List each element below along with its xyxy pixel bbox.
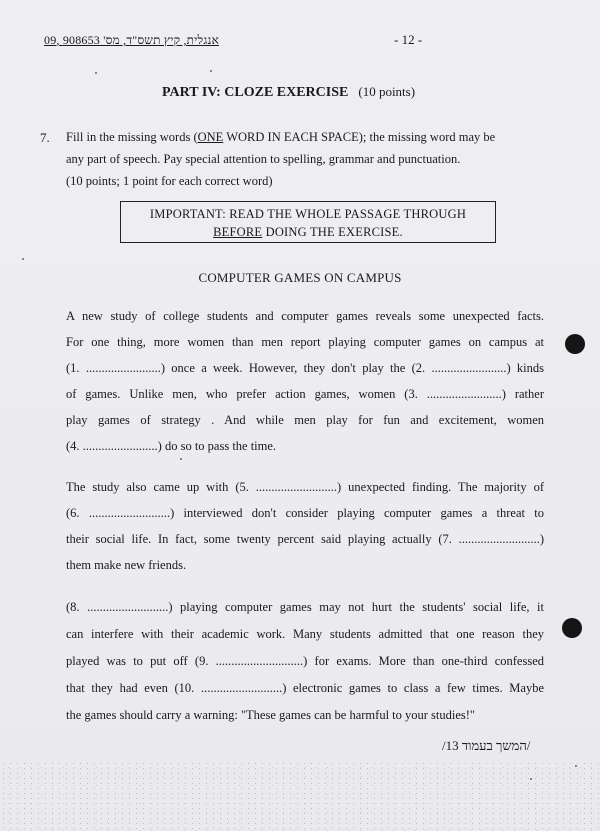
- part-title: [162, 84, 415, 101]
- important-emphasis: BEFORE: [213, 225, 263, 239]
- exam-code-header: אנגלית, קיץ תשס"ד, מס' 908653 ,09: [44, 33, 219, 47]
- instruction-text: Fill in the missing words (: [66, 130, 198, 144]
- part-points: (10 points): [358, 84, 416, 99]
- scan-speck: [95, 72, 97, 74]
- passage-line: (4. ........................) do so to pass the time.: [66, 439, 277, 453]
- punch-hole: [565, 334, 585, 354]
- question-number: 7.: [40, 130, 50, 145]
- scan-speck: [180, 458, 182, 460]
- instruction-line-3: (10 points; 1 point for each correct word): [66, 174, 273, 188]
- important-line-1: IMPORTANT: READ THE WHOLE PASSAGE THROUGH: [149, 207, 467, 221]
- punch-hole: [562, 618, 582, 638]
- passage-line: (6. ..........................) interviewed don't consider playing computer games a threat to: [66, 506, 544, 520]
- passage-line: play games of strategy . And while men play for fun and excitement, women: [66, 413, 544, 427]
- page-number: - 12 -: [394, 32, 423, 47]
- passage-line: that they had even (10. ..........................) electronic games to class a few times. Maybe: [66, 681, 544, 695]
- scan-speck: [22, 258, 24, 260]
- passage-line: can interfere with their academic work. Many students admitted that one reason they: [66, 627, 544, 641]
- important-notice-box: [120, 201, 496, 243]
- passage-line: The study also came up with (5. ..........................) unexpected finding. The majority of: [66, 480, 544, 494]
- instruction-line-1: [66, 130, 495, 145]
- continued-note: /המשך בעמוד 13/: [442, 738, 531, 753]
- passage-line: (1. ........................) once a week. However, they don't play the (2. ........................) kinds: [66, 361, 544, 375]
- instruction-text: WORD IN EACH SPACE); the missing word may be: [223, 130, 496, 144]
- scan-speck: [210, 70, 212, 72]
- passage-line: played was to put off (9. ............................) for exams. More than one-third confessed: [66, 654, 544, 668]
- instruction-line-2: any part of speech. Pay special attention to spelling, grammar and punctuation.: [66, 152, 461, 166]
- passage-line: them make new friends.: [66, 558, 187, 572]
- instruction-emphasis: ONE: [197, 130, 224, 144]
- important-text: DOING THE EXERCISE.: [262, 225, 403, 239]
- passage-line: A new study of college students and computer games reveals some unexpected facts.: [66, 309, 544, 323]
- passage-line: the games should carry a warning: "These games can be harmful to your studies!": [66, 708, 476, 722]
- passage-line: (8. ..........................) playing computer games may not hurt the students' social life, it: [66, 600, 544, 614]
- scan-noise: [0, 761, 600, 831]
- passage-title: COMPUTER GAMES ON CAMPUS: [198, 270, 402, 285]
- passage-line: of games. Unlike men, who prefer action games, women (3. ........................) rather: [66, 387, 544, 401]
- passage-line: For one thing, more women than men report playing computer games on campus at: [66, 335, 544, 349]
- passage-line: their social life. In fact, some twenty percent said playing actually (7. ..........................): [66, 532, 544, 546]
- important-line-2: [121, 223, 495, 241]
- part-title-text: PART IV: CLOZE EXERCISE: [162, 85, 349, 100]
